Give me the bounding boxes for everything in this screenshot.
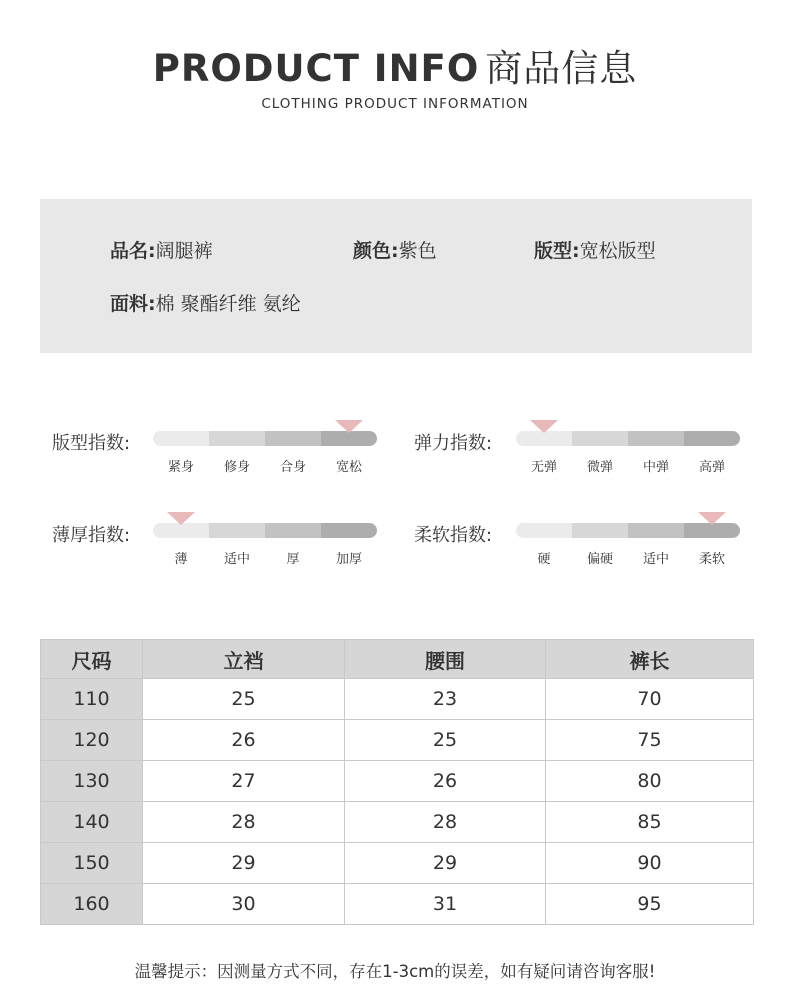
indicator-elasticity-marker [530,420,558,433]
cell-size: 130 [41,761,143,802]
tick-label: 微弹 [586,460,613,475]
indicator-elasticity-track [516,431,740,446]
info-product-name [110,236,213,263]
indicator-elasticity-ticks [516,456,740,475]
cell-length: 80 [546,761,754,802]
tick-label: 加厚 [335,552,362,567]
indicator-fit-ticks [153,456,377,475]
tick-label: 硬 [537,552,551,567]
tick-label: 适中 [223,552,250,567]
cell-length: 70 [546,679,754,720]
cell-waist: 26 [345,761,546,802]
header-rise: 立裆 [143,640,345,679]
fabric-value: 棉 聚酯纤维 氨纶 [155,293,301,315]
info-color [353,236,437,263]
indicator-softness-ticks [516,548,740,567]
indicator-thickness-ticks [153,548,377,567]
header-size: 尺码 [41,640,143,679]
indicator-thickness-track [153,523,377,538]
cell-length: 95 [546,884,754,925]
tick-label: 偏硬 [586,552,613,567]
table-row [41,679,754,720]
table-row [41,802,754,843]
product-name-key: 品名: [110,240,156,262]
cell-waist: 28 [345,802,546,843]
info-fabric [110,289,301,316]
cell-size: 140 [41,802,143,843]
table-row [41,720,754,761]
indicator-thickness-label: 薄厚指数: [52,525,131,546]
header-length: 裤长 [546,640,754,679]
cell-size: 150 [41,843,143,884]
table-header-row [41,640,754,679]
fit-value: 宽松版型 [579,240,656,262]
product-name-value: 阔腿裤 [155,240,213,262]
info-fit [534,236,656,263]
tick-label: 适中 [642,552,669,567]
indicator-fit [52,420,392,480]
cell-size: 160 [41,884,143,925]
cell-length: 85 [546,802,754,843]
title-chinese: 商品信息 [485,47,638,90]
cell-rise: 25 [143,679,345,720]
table-row [41,884,754,925]
indicator-thickness-marker [167,512,195,525]
product-info-panel [40,199,752,353]
indicator-softness-marker [698,512,726,525]
tick-label: 薄 [174,552,188,567]
indicator-softness [414,512,754,572]
title-english: PRODUCT INFO [152,47,480,90]
color-value: 紫色 [398,240,437,262]
tick-label: 中弹 [642,460,669,475]
indicator-fit-marker [335,420,363,433]
indicator-elasticity-label: 弹力指数: [414,433,493,454]
cell-waist: 23 [345,679,546,720]
header-waist: 腰围 [345,640,546,679]
indicator-elasticity [414,420,754,480]
fit-key: 版型: [534,240,580,262]
tick-label: 紧身 [167,460,194,475]
cell-rise: 30 [143,884,345,925]
cell-length: 90 [546,843,754,884]
table-row [41,843,754,884]
cell-rise: 27 [143,761,345,802]
indicator-softness-label: 柔软指数: [414,525,493,546]
color-key: 颜色: [353,240,399,262]
indicator-softness-track [516,523,740,538]
tick-label: 宽松 [335,460,362,475]
tick-label: 修身 [223,460,250,475]
size-table [40,639,754,925]
table-row [41,761,754,802]
tick-label: 厚 [286,552,300,567]
page-subtitle: CLOTHING PRODUCT INFORMATION [261,96,529,112]
cell-size: 110 [41,679,143,720]
cell-waist: 29 [345,843,546,884]
tick-label: 无弹 [530,460,557,475]
tick-label: 合身 [279,460,306,475]
tick-label: 柔软 [698,552,725,567]
fabric-key: 面料: [110,293,156,315]
cell-waist: 31 [345,884,546,925]
page-title [0,38,790,92]
tick-label: 高弹 [698,460,725,475]
cell-rise: 26 [143,720,345,761]
cell-size: 120 [41,720,143,761]
cell-waist: 25 [345,720,546,761]
indicator-fit-label: 版型指数: [52,433,131,454]
measurement-tip: 温馨提示：因测量方式不同，存在1-3cm的误差，如有疑问请咨询客服! [134,962,656,981]
indicator-fit-track [153,431,377,446]
indicator-thickness [52,512,392,572]
cell-rise: 29 [143,843,345,884]
cell-rise: 28 [143,802,345,843]
cell-length: 75 [546,720,754,761]
